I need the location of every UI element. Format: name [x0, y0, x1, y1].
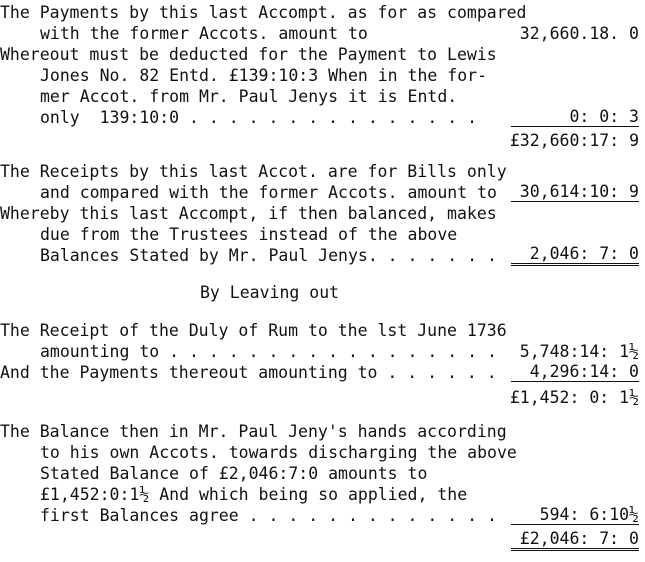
text-line — [0, 2, 645, 23]
line-text: The Payments by this last Accompt. as for as compared — [0, 3, 527, 22]
text-line — [0, 65, 645, 86]
line-text: only 139:10:0 . . . . . . . . . . . . . . . — [40, 108, 478, 127]
line-text: to his own Accots. towards discharging the above — [40, 443, 517, 462]
text-line — [0, 161, 645, 182]
line-text: Stated Balance of £2,046:7:0 amounts to — [40, 464, 428, 483]
line-text: amounting to . . . . . . . . . . . . . . . . . — [40, 342, 497, 361]
text-line — [0, 362, 645, 383]
text-line — [0, 203, 645, 224]
line-text: due from the Trustees instead of the above — [40, 225, 458, 244]
text-line — [0, 484, 645, 505]
total-amount: £32,660:17: 9 — [509, 131, 639, 150]
line-text: The Balance then in Mr. Paul Jeny's hands according — [0, 422, 507, 441]
section-heading: By Leaving out — [200, 283, 340, 302]
line-text: £1,452:0:1½ And which being so applied, the — [40, 485, 468, 504]
line-text: The Receipts by this last Accot. are for Bills only — [0, 162, 507, 181]
text-line — [0, 107, 645, 128]
line-text: Whereby this last Accompt, if then balanced, makes — [0, 204, 497, 223]
line-text: Balances Stated by Mr. Paul Jenys. . . . . . . — [40, 246, 497, 265]
amount: 2,046: 7: 0 — [511, 245, 639, 266]
text-line — [0, 505, 645, 526]
text-line — [0, 442, 645, 463]
text-line — [0, 23, 645, 44]
line-text: mer Accot. from Mr. Paul Jenys it is Entd. — [40, 87, 458, 106]
total-amount: £1,452: 0: 1½ — [509, 388, 639, 407]
line-text: And the Payments thereout amounting to . . . . . . — [0, 363, 497, 382]
line-text: Whereout must be deducted for the Payment to Lewis — [0, 45, 497, 64]
text-line — [0, 86, 645, 107]
line-text: Jones No. 82 Entd. £139:10:3 When in the for- — [40, 66, 488, 85]
total-line — [0, 130, 645, 151]
amount: 4,296:14: 0 — [511, 362, 639, 382]
line-text: and compared with the former Accots. amount to — [40, 183, 497, 202]
total-line — [0, 530, 645, 551]
text-line — [0, 44, 645, 65]
amount: 594: 6:10½ — [511, 505, 639, 525]
amount: 30,614:10: 9 — [511, 182, 639, 202]
text-line — [0, 245, 645, 266]
amount: 5,748:14: 1½ — [519, 342, 639, 361]
text-line — [0, 224, 645, 245]
text-line — [0, 320, 645, 341]
line-text: with the former Accots. amount to — [40, 24, 368, 43]
text-line — [0, 182, 645, 203]
amount: 32,660.18. 0 — [519, 24, 639, 43]
section-heading-line — [0, 282, 645, 303]
text-line — [0, 341, 645, 362]
text-line — [0, 463, 645, 484]
text-line — [0, 421, 645, 442]
total-amount: £2,046: 7: 0 — [511, 530, 639, 551]
total-line — [0, 387, 645, 408]
line-text: The Receipt of the Duly of Rum to the lst June 1736 — [0, 321, 507, 340]
line-text: first Balances agree . . . . . . . . . . . . . — [40, 506, 497, 525]
amount: 0: 0: 3 — [511, 107, 639, 127]
